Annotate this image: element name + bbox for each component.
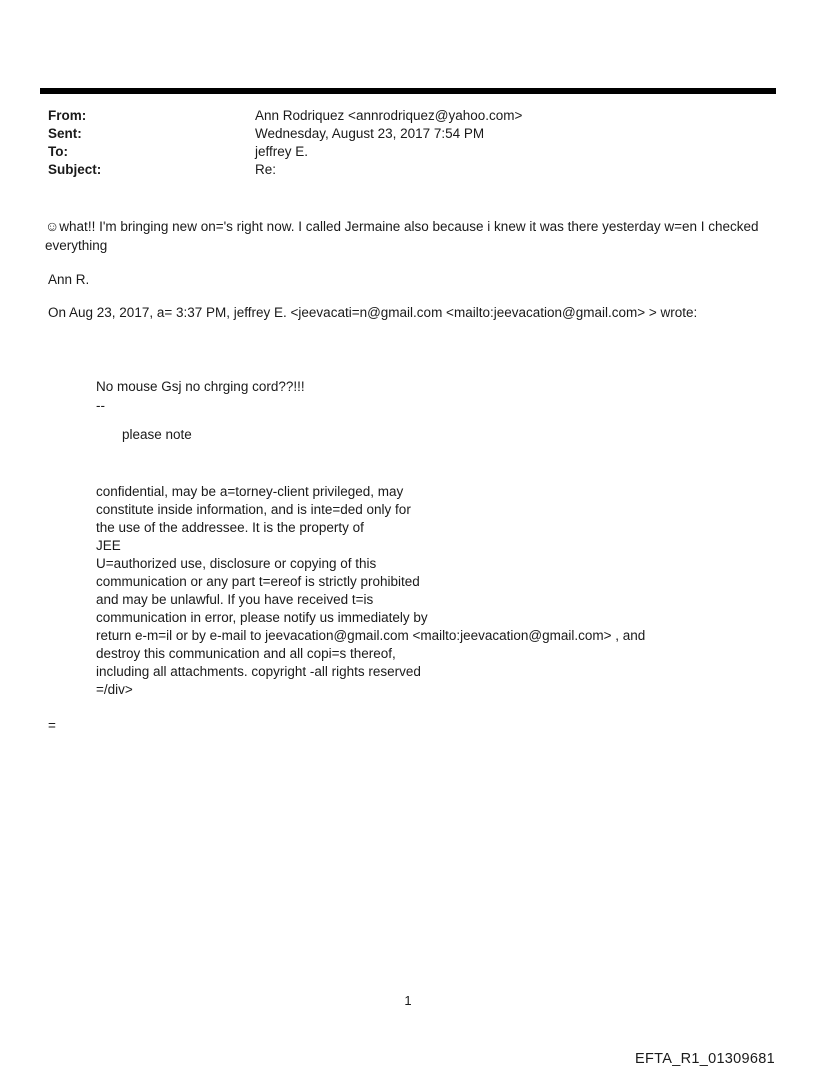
confidentiality-disclaimer [96,483,645,699]
header-row-subject [48,161,522,179]
header-row-sent [48,125,522,143]
trailing-equals-sign: = [48,718,56,733]
disclaimer-line: confidential, may be a=torney-client privileged, may [96,484,404,499]
header-row-to [48,143,522,161]
subject-label: Subject: [48,162,102,177]
sent-label: Sent: [48,126,82,141]
disclaimer-line: including all attachments. copyright -all rights reserved [96,664,421,679]
disclaimer-line: U=authorized use, disclosure or copying of this [96,556,377,571]
disclaimer-line: destroy this communication and all copi=s thereof, [96,646,396,661]
from-label: From: [48,108,87,123]
email-header-block [48,107,522,179]
intro-text: what!! I'm bringing new on='s right now. I called Jermaine also because i knew it was there yesterday w=en I checked everything [45,219,759,253]
sender-signature: Ann R. [48,272,90,287]
bates-number: EFTA_R1_01309681 [635,1051,775,1067]
quoted-line-2: -- [96,398,105,413]
please-note-line: please note [122,427,192,442]
header-divider-rule [40,88,776,94]
sent-value: Wednesday, August 23, 2017 7:54 PM [255,126,485,141]
disclaimer-line: and may be unlawful. If you have received t=is [96,592,374,607]
disclaimer-line: return e-m=il or by e-mail to jeevacation@gmail.com <mailto:jeevacation@gmail.com> , and [96,628,646,643]
header-row-from [48,107,522,125]
quote-attribution-line: On Aug 23, 2017, a= 3:37 PM, jeffrey E. <jeevacati=n@gmail.com <mailto:jeevacation@gmail.com> > wrote: [48,305,698,320]
page-number: 1 [404,993,412,1008]
disclaimer-line: the use of the addressee. It is the property of [96,520,364,535]
smiley-face-icon: ☺ [45,218,60,234]
quoted-message-top [96,377,305,415]
disclaimer-line: JEE [96,538,121,553]
disclaimer-line: communication or any part t=ereof is strictly prohibited [96,574,420,589]
to-value: jeffrey E. [255,144,309,159]
email-body-intro [45,217,772,255]
subject-value: Re: [255,162,277,177]
quoted-line-1: No mouse Gsj no chrging cord??!!! [96,379,305,394]
from-value: Ann Rodriquez <annrodriquez@yahoo.com> [255,108,523,123]
to-label: To: [48,144,68,159]
disclaimer-line: =/div> [96,682,133,697]
disclaimer-line: communication in error, please notify us immediately by [96,610,428,625]
disclaimer-line: constitute inside information, and is inte=ded only for [96,502,411,517]
